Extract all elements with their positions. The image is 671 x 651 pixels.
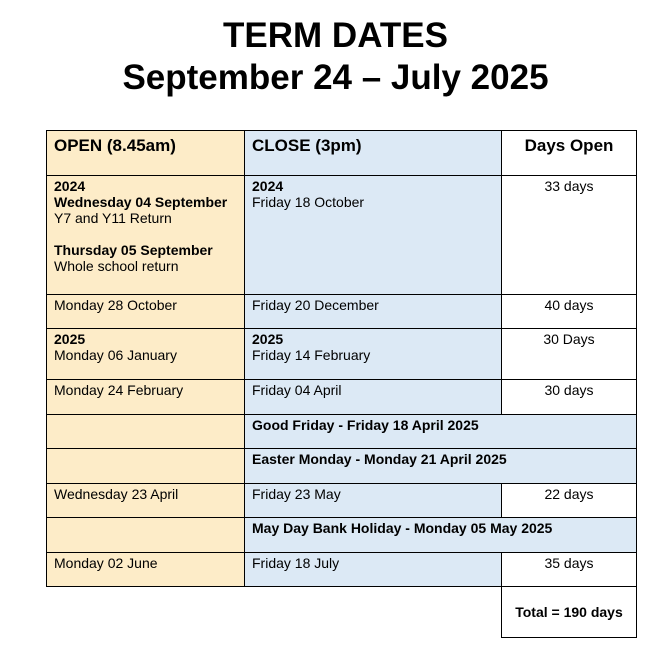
open-cell-row-7: Wednesday 23 April [46, 483, 245, 518]
header-days-open: Days Open [501, 130, 637, 176]
open-cell-empty [46, 414, 245, 449]
header-open: OPEN (8.45am) [46, 130, 245, 176]
close-cell-row-1 [244, 175, 502, 295]
close-date: Friday 18 October [252, 194, 365, 210]
open-cell-row-3 [46, 328, 245, 380]
open-date: Thursday 05 September [54, 242, 213, 258]
open-year-2024: 2024 [54, 178, 86, 194]
holiday-may-day: May Day Bank Holiday - Monday 05 May 2025 [244, 517, 637, 553]
open-cell-empty [46, 448, 245, 484]
open-date: Monday 06 January [54, 347, 177, 363]
open-note: Y7 and Y11 Return [54, 210, 172, 226]
close-cell-row-3 [244, 328, 502, 380]
close-cell-row-9: Friday 18 July [244, 552, 502, 587]
close-cell-row-7: Friday 23 May [244, 483, 502, 518]
open-note: Whole school return [54, 258, 179, 274]
days-cell-row-9: 35 days [501, 552, 637, 587]
open-date: Wednesday 04 September [54, 194, 228, 210]
days-cell-row-2: 40 days [501, 294, 637, 329]
open-cell-row-2: Monday 28 October [46, 294, 245, 329]
days-cell-row-4: 30 days [501, 379, 637, 415]
open-cell-row-9: Monday 02 June [46, 552, 245, 587]
days-cell-row-3: 30 Days [501, 328, 637, 380]
total-days: Total = 190 days [501, 586, 637, 638]
open-cell-row-4: Monday 24 February [46, 379, 245, 415]
holiday-good-friday: Good Friday - Friday 18 April 2025 [244, 414, 637, 449]
close-cell-row-4: Friday 04 April [244, 379, 502, 415]
close-cell-row-2: Friday 20 December [244, 294, 502, 329]
open-cell-row-1 [46, 175, 245, 295]
close-year-2024: 2024 [252, 178, 284, 194]
close-year-2025: 2025 [252, 331, 284, 347]
page-title: TERM DATES [223, 16, 448, 55]
open-year-2025: 2025 [54, 331, 86, 347]
days-cell-row-7: 22 days [501, 483, 637, 518]
header-close: CLOSE (3pm) [244, 130, 502, 176]
holiday-easter-monday: Easter Monday - Monday 21 April 2025 [244, 448, 637, 484]
page-subtitle: September 24 – July 2025 [122, 58, 549, 97]
open-cell-empty [46, 517, 245, 553]
close-date: Friday 14 February [252, 347, 371, 363]
days-cell-row-1: 33 days [501, 175, 637, 295]
